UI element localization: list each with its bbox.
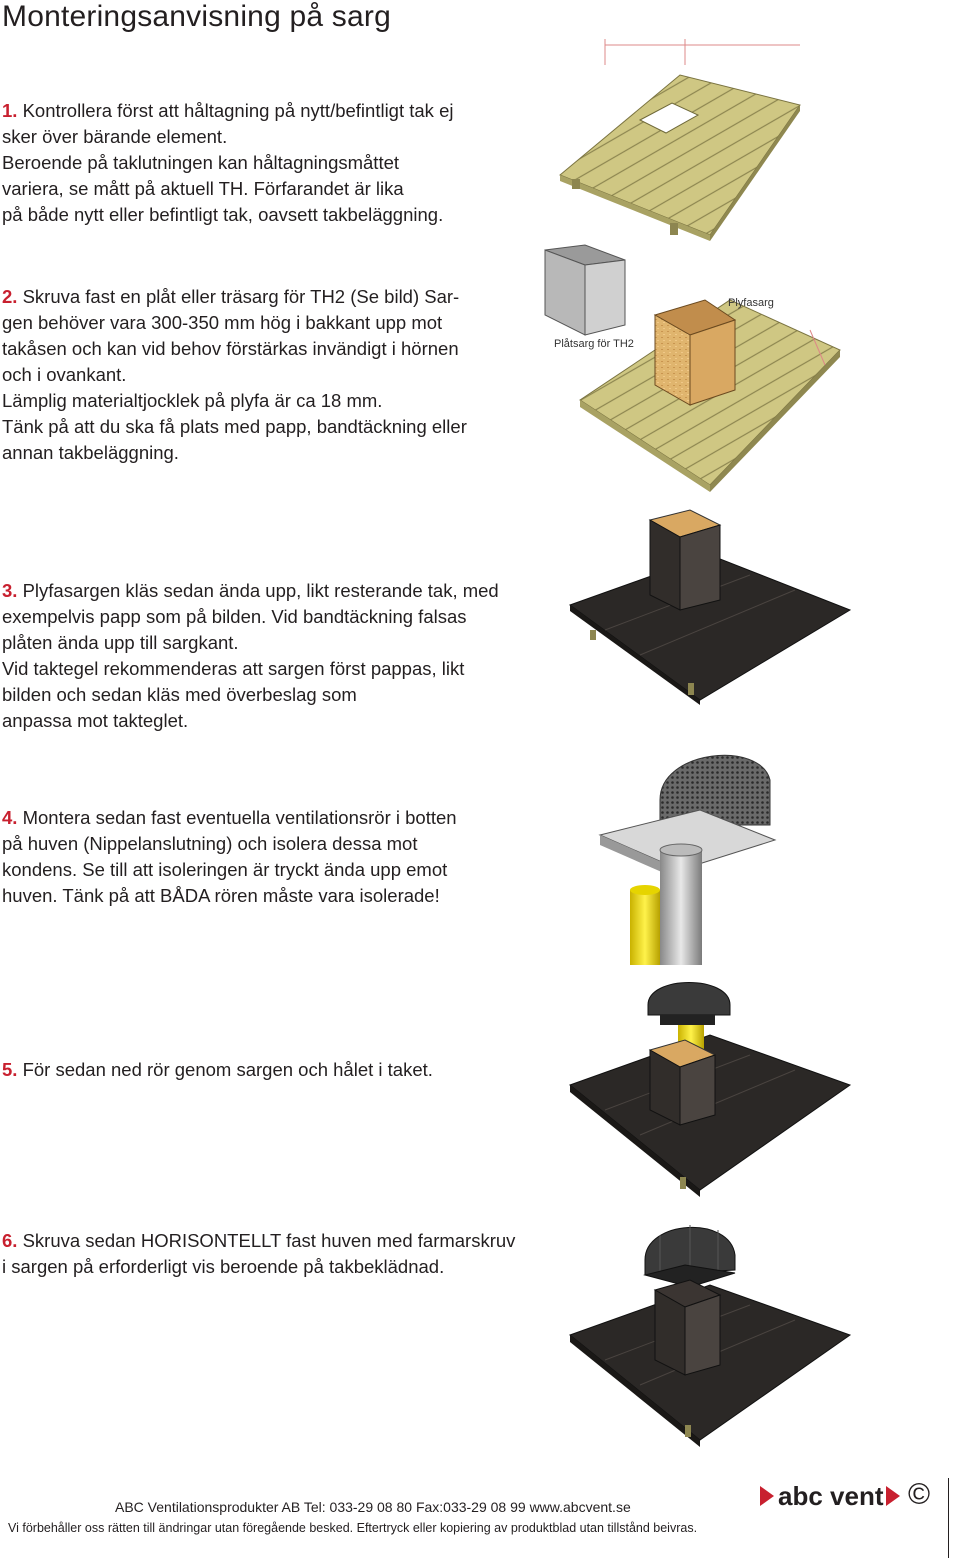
step-1: [2, 98, 522, 228]
step-line: på huven (Nippelanslutning) och isolera dessa mot: [2, 833, 418, 854]
copyright-symbol: ©: [908, 1478, 931, 1511]
step-line: anpassa mot takteglet.: [2, 710, 189, 731]
page-title: Monteringsanvisning på sarg: [2, 0, 391, 33]
step-line: Plyfasargen kläs sedan ända upp, likt resterande tak, med: [17, 580, 499, 601]
step-line: Skruva sedan HORISONTELLT fast huven med farmarskruv: [17, 1230, 516, 1251]
logo-text: abc vent: [778, 1481, 884, 1511]
logo-arrow-icon: [886, 1486, 900, 1506]
figure-pipes-sarg: [560, 975, 860, 1200]
step-line: och i ovankant.: [2, 364, 127, 385]
step-line: Vid taktegel rekommenderas att sargen först pappas, likt: [2, 658, 465, 679]
label-platsarg: Plåtsarg för TH2: [554, 338, 634, 350]
step-line: kondens. Se till att isoleringen är tryckt ända upp emot: [2, 859, 448, 880]
step-number: 4.: [2, 807, 18, 828]
step-line: på både nytt eller befintligt tak, oavsett takbeläggning.: [2, 204, 444, 225]
step-line: gen behöver vara 300-350 mm hög i bakkant upp mot: [2, 312, 443, 333]
step-line: För sedan ned rör genom sargen och hålet i taket.: [17, 1059, 433, 1080]
step-3: [2, 578, 532, 734]
step-line: Montera sedan fast eventuella ventilationsrör i botten: [17, 807, 457, 828]
logo-arrow-icon: [760, 1486, 774, 1506]
step-line: Tänk på att du ska få plats med papp, bandtäckning eller: [2, 416, 467, 437]
footer-disclaimer: Vi förbehåller oss rätten till ändringar utan föregående besked. Eftertryck eller kopiering av produktblad utan tillstånd beivras.: [8, 1521, 698, 1535]
step-line: annan takbeläggning.: [2, 442, 179, 463]
step-5: [2, 1057, 522, 1083]
step-number: 6.: [2, 1230, 18, 1251]
step-2: [2, 284, 522, 466]
step-line: bilden och sedan kläs med överbeslag som: [2, 684, 357, 705]
figure-felt-sarg: [560, 505, 860, 705]
figure-roof-hole: [540, 35, 810, 245]
step-line: i sargen på erforderligt vis beroende på takbeklädnad.: [2, 1256, 445, 1277]
figure-hood-mounted: [560, 1215, 860, 1455]
step-number: 5.: [2, 1059, 18, 1080]
step-line: Kontrollera först att håltagning på nytt/befintligt tak ej: [17, 100, 454, 121]
step-line: variera, se mått på aktuell TH. Förfarandet är lika: [2, 178, 404, 199]
figure-sarg-types: [540, 240, 860, 500]
step-number: 1.: [2, 100, 18, 121]
divider: [948, 1478, 949, 1558]
figure-hood-pipes: [590, 740, 780, 965]
step-line: exempelvis papp som på bilden. Vid bandtäckning falsas: [2, 606, 467, 627]
step-line: sker över bärande element.: [2, 126, 228, 147]
label-plyfasarg: Plyfasarg: [728, 297, 774, 309]
step-line: huven. Tänk på att BÅDA rören måste vara isolerade!: [2, 885, 440, 906]
step-line: Lämplig materialtjocklek på plyfa är ca 18 mm.: [2, 390, 383, 411]
step-6: [2, 1228, 562, 1280]
footer-contact: ABC Ventilationsprodukter AB Tel: 033-29 08 80 Fax:033-29 08 99 www.abcvent.se: [115, 1499, 631, 1515]
step-line: plåten ända upp till sargkant.: [2, 632, 239, 653]
step-line: Skruva fast en plåt eller träsarg för TH2 (Se bild) Sar-: [17, 286, 460, 307]
step-number: 2.: [2, 286, 18, 307]
step-line: Beroende på taklutningen kan håltagningsmåttet: [2, 152, 400, 173]
step-line: takåsen och kan vid behov förstärkas invändigt i hörnen: [2, 338, 459, 359]
step-4: [2, 805, 522, 909]
step-number: 3.: [2, 580, 18, 601]
